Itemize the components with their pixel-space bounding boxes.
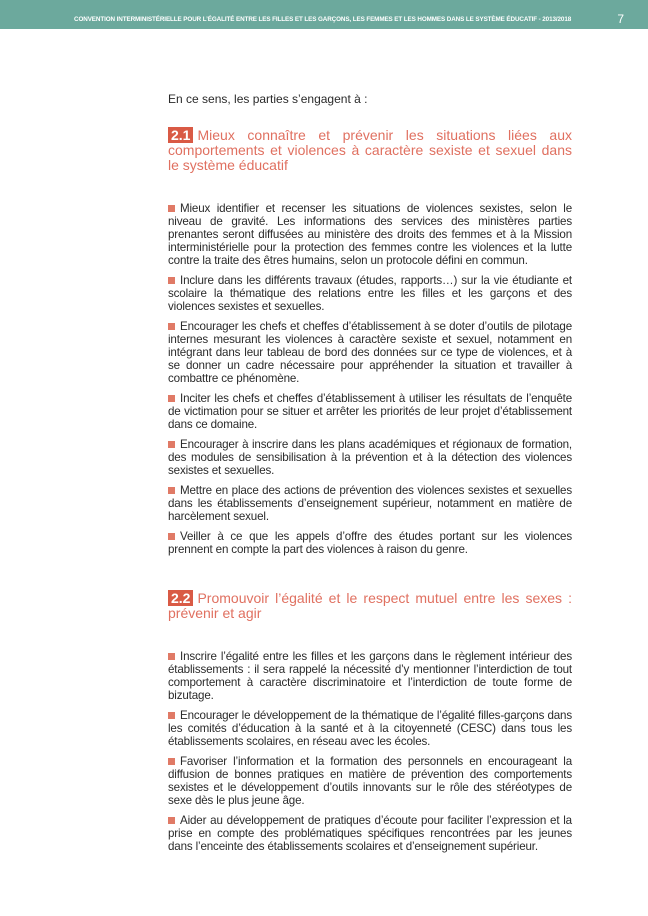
list-item-text: Inciter les chefs et cheffes d’établissement à utiliser les résultats de l’enquête de victimation pour se situer et arrêter les priorités de leur projet d’établissement dans ce domaine. [168, 392, 572, 431]
section-number: 2.1 [168, 127, 193, 143]
section-title-text: Mieux connaître et prévenir les situations liées aux comportements et violences à caractère sexiste et sexuel dans le système éducatif [168, 127, 572, 173]
list-item [168, 530, 572, 556]
list-item-text: Encourager à inscrire dans les plans académiques et régionaux de formation, des modules de sensibilisation à la prévention et à la détection des violences sexistes et sexuelles. [168, 438, 572, 477]
square-bullet-icon [168, 533, 175, 540]
square-bullet-icon [168, 487, 175, 494]
square-bullet-icon [168, 395, 175, 402]
square-bullet-icon [168, 323, 175, 330]
list-item [168, 392, 572, 431]
square-bullet-icon [168, 277, 175, 284]
list-item [168, 650, 572, 702]
intro-text: En ce sens, les parties s’engagent à : [168, 92, 368, 106]
list-item [168, 320, 572, 385]
square-bullet-icon [168, 205, 175, 212]
section-title-text: Promouvoir l’égalité et le respect mutuel entre les sexes : prévenir et agir [168, 590, 572, 621]
square-bullet-icon [168, 817, 175, 824]
section-number: 2.2 [168, 590, 193, 606]
square-bullet-icon [168, 441, 175, 448]
square-bullet-icon [168, 653, 175, 660]
list-item [168, 438, 572, 477]
list-item-text: Mieux identifier et recenser les situations de violences sexistes, selon le niveau de gravité. Les informations des services des ministères parties prenantes seront diffusées au ministère des droits des femmes et à la Mission interministérielle pour la protection des femmes contre les violences et la lutte contre la traite des êtres humains, selon un protocole défini en commun. [168, 202, 572, 267]
list-item [168, 709, 572, 748]
page-number: 7 [617, 12, 624, 26]
list-item-text: Inclure dans les différents travaux (études, rapports…) sur la vie étudiante et scolaire la thématique des relations entre les filles et les garçons et des violences sexistes et sexuelles. [168, 274, 572, 313]
list-item-text: Veiller à ce que les appels d’offre des études portant sur les violences prennent en compte la part des violences à raison du genre. [168, 530, 572, 556]
list-item-text: Favoriser l’information et la formation des personnels en encourageant la diffusion de bonnes pratiques en matière de prévention des comportements sexistes et le développement d’outils innovants sur le rôle des stéréotypes de sexe dès le plus jeune âge. [168, 755, 572, 807]
square-bullet-icon [168, 758, 175, 765]
list-item-text: Mettre en place des actions de prévention des violences sexistes et sexuelles dans les établissements d’enseignement supérieur, notamment en matière de harcèlement sexuel. [168, 484, 572, 523]
list-item-text: Encourager les chefs et cheffes d’établissement à se doter d’outils de pilotage internes mesurant les violences à caractère sexiste et sexuel, notamment en intégrant dans leur tableau de bord des données sur ce type de violences, et à se donner un cadre nécessaire pour appréhender la situation et travailler à combattre ce phénomène. [168, 320, 572, 385]
list-item-text: Aider au développement de pratiques d’écoute pour faciliter l’expression et la prise en compte des problématiques spécifiques rencontrées par les jeunes dans l’enceinte des établissements scolaires et d’enseignement supérieur. [168, 814, 572, 853]
list-item-text: Inscrire l’égalité entre les filles et les garçons dans le règlement intérieur des établissements : il sera rappelé la nécessité d’y mentionner l’interdiction de tout comportement à caractère discriminatoire et l’interdiction de toute forme de bizutage. [168, 650, 572, 702]
list-item [168, 274, 572, 313]
section-title [168, 591, 572, 621]
list-item [168, 814, 572, 853]
square-bullet-icon [168, 712, 175, 719]
header-band [0, 0, 648, 29]
main-content [168, 92, 572, 860]
section-title [168, 128, 572, 173]
section-2-2 [168, 591, 572, 853]
list-item [168, 755, 572, 807]
running-header: CONVENTION INTERMINISTÉRIELLE POUR L’ÉGALITÉ ENTRE LES FILLES ET LES GARÇONS, LES FEMMES ET LES HOMMES DANS LE SYSTÈME ÉDUCATIF - 2013/2018 [74, 16, 572, 23]
list-item [168, 484, 572, 523]
list-item-text: Encourager le développement de la thématique de l’égalité filles-garçons dans les comités d’éducation à la santé et à la citoyenneté (CESC) dans tous les établissements scolaires, en réseau avec les écoles. [168, 709, 572, 748]
section-2-1 [168, 128, 572, 556]
list-item [168, 202, 572, 267]
